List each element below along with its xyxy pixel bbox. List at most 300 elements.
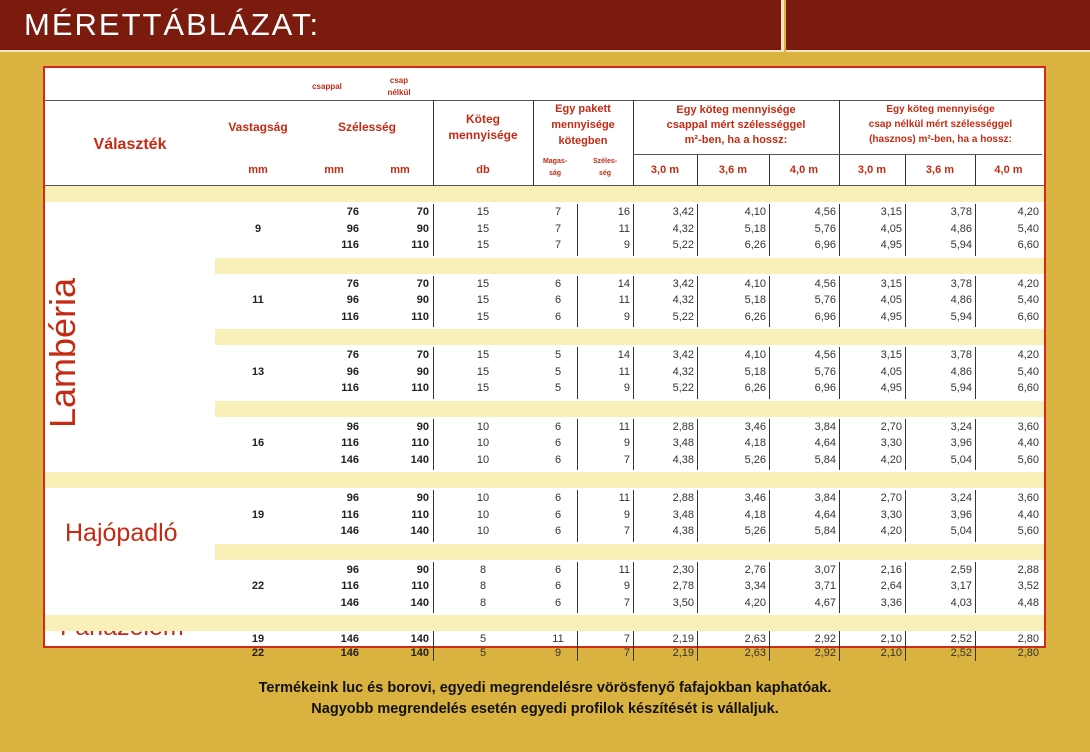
header-length-2: 3,6 m <box>718 164 748 176</box>
cell-divider <box>633 419 634 471</box>
cell-area-value: 6,96 <box>814 310 836 323</box>
cell-area-value: 4,20 <box>1017 277 1039 290</box>
cell-area-value: 3,48 <box>672 508 694 521</box>
cell-divider <box>697 347 698 399</box>
cell-bundle-qty: 10 <box>476 492 490 504</box>
cell-divider <box>697 490 698 542</box>
header-top-line <box>45 100 1044 101</box>
cell-area-value: 6,26 <box>744 310 766 323</box>
cell-bundle-qty: 15 <box>476 310 490 323</box>
header-szelesseg: Szélesség <box>337 120 397 134</box>
length-divider-1 <box>769 154 770 186</box>
cell-area-value: 3,96 <box>950 437 972 449</box>
cell-area-value: 3,60 <box>1017 492 1039 504</box>
separator-band-1 <box>215 258 1044 274</box>
cell-width-with-tongue: 116 <box>341 437 359 449</box>
cell-area-value: 3,96 <box>950 508 972 521</box>
cell-width-with-tongue: 76 <box>346 349 359 361</box>
cell-area-value: 2,52 <box>950 633 972 645</box>
cell-area-value: 5,26 <box>744 453 766 466</box>
header-csap-nelkul-1: csap <box>389 76 409 85</box>
cell-pack-width: 7 <box>623 633 630 645</box>
cell-pack-width: 7 <box>623 525 630 537</box>
header-csappal: csappal <box>312 82 342 91</box>
cell-width-with-tongue: 96 <box>346 492 359 504</box>
cell-divider <box>433 276 434 328</box>
cell-divider <box>697 562 698 614</box>
cell-area-value: 2,88 <box>1017 563 1039 576</box>
cell-area-value: 2,19 <box>672 633 694 645</box>
cell-area-value: 3,24 <box>950 420 972 433</box>
cell-area-value: 4,32 <box>672 222 694 235</box>
header-valasztek: Választék <box>93 136 167 153</box>
cell-width-with-tongue: 116 <box>341 239 359 251</box>
cell-bundle-qty: 10 <box>476 525 490 537</box>
cell-pack-height: 6 <box>554 294 562 306</box>
cell-area-value: 4,10 <box>744 349 766 361</box>
cell-area-value: 5,40 <box>1017 365 1039 378</box>
cell-thickness: 22 <box>251 580 265 592</box>
header-length-3: 4,0 m <box>789 164 819 176</box>
cell-area-value: 5,60 <box>1017 453 1039 466</box>
cell-area-value: 2,52 <box>950 647 972 659</box>
header-length-6: 4,0 m <box>994 164 1023 176</box>
cell-pack-height: 6 <box>554 525 562 537</box>
cell-area-value: 2,88 <box>672 492 694 504</box>
cell-area-value: 2,78 <box>672 580 694 592</box>
cell-area-value: 2,63 <box>744 647 766 659</box>
separator-band-2 <box>215 329 1044 345</box>
cell-area-value: 2,19 <box>672 647 694 659</box>
cell-area-value: 3,52 <box>1017 580 1039 592</box>
cell-divider <box>577 419 578 471</box>
cell-bundle-qty: 15 <box>476 294 490 306</box>
cell-pack-height: 6 <box>554 596 562 609</box>
cell-area-value: 4,10 <box>744 277 766 290</box>
cell-area-value: 4,48 <box>1017 596 1039 609</box>
cell-area-value: 3,30 <box>880 508 902 521</box>
cell-area-value: 5,94 <box>950 382 972 394</box>
cell-area-value: 3,78 <box>950 206 972 218</box>
cell-pack-height: 7 <box>554 206 562 218</box>
cell-area-value: 4,18 <box>744 437 766 449</box>
cell-area-value: 2,76 <box>744 563 766 576</box>
cell-area-value: 5,76 <box>814 365 836 378</box>
cell-pack-height: 7 <box>554 239 562 251</box>
cell-divider <box>633 490 634 542</box>
cell-width-with-tongue: 96 <box>346 365 359 378</box>
cell-divider <box>839 347 840 399</box>
header-paket-3: kötegben <box>558 135 608 147</box>
cell-divider <box>975 276 976 328</box>
cell-pack-width: 14 <box>617 349 630 361</box>
cell-width-with-tongue: 116 <box>341 382 359 394</box>
cell-divider <box>697 631 698 661</box>
cell-pack-width: 11 <box>618 222 630 235</box>
size-table <box>42 66 1046 659</box>
cell-area-value: 3,46 <box>744 420 766 433</box>
cell-width-without-tongue: 90 <box>416 563 429 576</box>
cell-pack-width: 11 <box>618 563 630 576</box>
cell-divider <box>433 347 434 399</box>
cell-area-value: 2,92 <box>814 633 836 645</box>
cell-width-without-tongue: 110 <box>411 437 429 449</box>
cell-area-value: 6,26 <box>744 239 766 251</box>
cell-bundle-qty: 10 <box>476 437 490 449</box>
cell-area-value: 5,04 <box>950 453 972 466</box>
cell-divider <box>433 631 434 661</box>
cell-area-value: 5,22 <box>672 382 694 394</box>
group-separator-hajopadlo <box>45 472 215 488</box>
header-divider-3 <box>839 100 840 186</box>
cell-area-value: 4,56 <box>814 277 836 290</box>
cell-area-value: 3,84 <box>814 420 836 433</box>
cell-area-value: 3,07 <box>814 563 836 576</box>
cell-width-with-tongue: 146 <box>340 453 359 466</box>
header-csap-nelkul-2: nélkül <box>387 88 411 97</box>
cell-area-value: 5,26 <box>744 525 766 537</box>
cell-area-value: 2,70 <box>880 492 902 504</box>
cell-area-value: 4,38 <box>672 525 694 537</box>
cell-pack-height: 6 <box>554 310 562 323</box>
cell-area-value: 4,32 <box>672 365 694 378</box>
cell-divider <box>905 490 906 542</box>
cell-area-value: 5,22 <box>672 239 694 251</box>
length-header-line-1 <box>633 154 839 155</box>
header-nelkul-group-1: Egy köteg mennyisége <box>886 104 995 115</box>
cell-divider <box>839 419 840 471</box>
cell-divider <box>633 631 634 661</box>
cell-area-value: 6,26 <box>744 382 766 394</box>
header-divider-0 <box>433 100 434 186</box>
cell-width-without-tongue: 140 <box>410 525 429 537</box>
cell-width-without-tongue: 110 <box>411 508 429 521</box>
cell-area-value: 4,03 <box>950 596 972 609</box>
cell-area-value: 4,86 <box>950 222 972 235</box>
cell-area-value: 6,60 <box>1017 382 1039 394</box>
cell-pack-height: 6 <box>554 437 562 449</box>
cell-pack-height: 6 <box>554 420 562 433</box>
cell-divider <box>577 562 578 614</box>
cell-bundle-qty: 5 <box>479 647 487 659</box>
header-paket-1: Egy pakett <box>555 103 611 115</box>
cell-divider <box>697 204 698 256</box>
cell-divider <box>839 490 840 542</box>
cell-pack-width: 9 <box>623 310 630 323</box>
cell-width-with-tongue: 76 <box>346 206 359 218</box>
cell-width-without-tongue: 90 <box>416 365 429 378</box>
cell-bundle-qty: 15 <box>476 277 490 290</box>
separator-band-5 <box>215 544 1044 560</box>
cell-area-value: 4,32 <box>672 294 694 306</box>
cell-thickness: 22 <box>251 647 265 659</box>
cell-width-with-tongue: 116 <box>341 310 359 323</box>
cell-width-without-tongue: 110 <box>411 382 429 394</box>
cell-thickness: 9 <box>254 222 262 235</box>
cell-pack-width: 7 <box>623 647 630 659</box>
cell-divider <box>577 204 578 256</box>
cell-area-value: 2,63 <box>744 633 766 645</box>
cell-divider <box>577 631 578 661</box>
cell-divider <box>433 490 434 542</box>
header-magassag-2: ság <box>548 170 562 177</box>
cell-divider <box>697 419 698 471</box>
cell-area-value: 3,48 <box>672 437 694 449</box>
cell-width-with-tongue: 96 <box>346 563 359 576</box>
cell-width-with-tongue: 146 <box>340 525 359 537</box>
cell-pack-width: 11 <box>618 294 630 306</box>
cell-area-value: 5,84 <box>814 525 836 537</box>
cell-thickness: 19 <box>251 508 265 521</box>
cell-pack-height: 6 <box>554 563 562 576</box>
cell-area-value: 4,86 <box>950 294 972 306</box>
cell-area-value: 3,24 <box>950 492 972 504</box>
header-koteg-2: mennyisége <box>448 128 518 142</box>
cell-divider <box>975 347 976 399</box>
cell-divider <box>433 204 434 256</box>
footer-line-1: Termékeink luc és borovi, egyedi megrendelésre vörösfenyő fafajokban kaphatóak. <box>258 680 832 696</box>
cell-width-with-tongue: 116 <box>341 580 359 592</box>
cell-divider <box>577 347 578 399</box>
cell-bundle-qty: 15 <box>476 349 490 361</box>
footer-note <box>0 678 1090 720</box>
cell-area-value: 2,64 <box>880 580 902 592</box>
cell-divider <box>633 562 634 614</box>
cell-area-value: 5,04 <box>950 525 972 537</box>
cell-divider <box>769 204 770 256</box>
cell-pack-width: 9 <box>623 239 630 251</box>
cell-pack-height: 5 <box>554 349 562 361</box>
cell-divider <box>975 419 976 471</box>
separator-band-3 <box>215 401 1044 417</box>
header-divider-1 <box>533 100 534 186</box>
cell-divider <box>839 276 840 328</box>
cell-area-value: 6,96 <box>814 382 836 394</box>
cell-width-with-tongue: 146 <box>340 596 359 609</box>
cell-divider <box>633 204 634 256</box>
cell-divider <box>769 631 770 661</box>
cell-thickness: 11 <box>252 294 264 306</box>
cell-divider <box>905 631 906 661</box>
cell-area-value: 3,42 <box>672 277 694 290</box>
cell-area-value: 3,60 <box>1017 420 1039 433</box>
cell-area-value: 3,15 <box>880 277 902 290</box>
cell-pack-height: 6 <box>554 277 562 290</box>
cell-bundle-qty: 10 <box>476 508 490 521</box>
cell-area-value: 3,71 <box>814 580 836 592</box>
header-szelesseg-1: Széles- <box>592 158 618 165</box>
cell-divider <box>905 347 906 399</box>
cell-thickness: 13 <box>251 365 265 378</box>
cell-pack-height: 6 <box>554 580 562 592</box>
length-divider-2 <box>905 154 906 186</box>
header-length-4: 3,0 m <box>857 164 887 176</box>
header-length-1: 3,0 m <box>650 164 680 176</box>
cell-bundle-qty: 8 <box>479 563 487 576</box>
cell-area-value: 3,17 <box>950 580 972 592</box>
cell-area-value: 4,86 <box>950 365 972 378</box>
cell-area-value: 5,22 <box>672 310 694 323</box>
cell-area-value: 4,95 <box>880 310 902 323</box>
cell-area-value: 3,30 <box>880 437 902 449</box>
cell-width-without-tongue: 90 <box>416 420 429 433</box>
title-box <box>0 0 784 52</box>
cell-width-without-tongue: 140 <box>410 453 429 466</box>
cell-area-value: 3,84 <box>814 492 836 504</box>
header-length-5: 3,6 m <box>925 164 955 176</box>
cell-area-value: 5,76 <box>814 222 836 235</box>
cell-area-value: 3,15 <box>880 349 902 361</box>
cell-divider <box>975 631 976 661</box>
cell-area-value: 4,95 <box>880 382 902 394</box>
header-csappal-group-2: csappal mért szélességgel <box>666 119 806 131</box>
cell-divider <box>905 419 906 471</box>
header-magassag-1: Magas- <box>542 158 568 165</box>
cell-divider <box>769 490 770 542</box>
cell-area-value: 4,38 <box>672 453 694 466</box>
cell-area-value: 2,70 <box>880 420 902 433</box>
cell-divider <box>433 562 434 614</box>
cell-bundle-qty: 10 <box>476 420 490 433</box>
cell-area-value: 5,84 <box>814 453 836 466</box>
cell-area-value: 3,78 <box>950 277 972 290</box>
cell-pack-width: 16 <box>617 206 630 218</box>
cell-area-value: 4,56 <box>814 349 836 361</box>
cell-divider <box>905 204 906 256</box>
cell-area-value: 4,40 <box>1017 508 1039 521</box>
cell-area-value: 2,80 <box>1017 633 1039 645</box>
unit-db: db <box>476 164 490 176</box>
cell-divider <box>697 276 698 328</box>
header-paket-2: mennyisége <box>551 119 615 131</box>
cell-pack-height: 5 <box>554 365 562 378</box>
cell-area-value: 2,92 <box>814 647 836 659</box>
header-divider-2 <box>633 100 634 186</box>
cell-width-with-tongue: 116 <box>341 508 359 521</box>
cell-divider <box>905 562 906 614</box>
cell-thickness: 19 <box>251 633 265 645</box>
group-label-hajopadlo: Hajópadló <box>65 519 178 547</box>
cell-area-value: 4,40 <box>1017 437 1039 449</box>
cell-pack-width: 14 <box>617 277 630 290</box>
cell-area-value: 4,05 <box>880 294 902 306</box>
cell-thickness: 16 <box>251 437 265 449</box>
cell-pack-height: 11 <box>552 633 564 645</box>
cell-bundle-qty: 10 <box>476 453 490 466</box>
cell-divider <box>839 631 840 661</box>
cell-width-with-tongue: 96 <box>346 420 359 433</box>
cell-divider <box>769 562 770 614</box>
cell-width-with-tongue: 96 <box>346 294 359 306</box>
group-label-lamberia: Lambéria <box>42 277 83 428</box>
cell-pack-width: 11 <box>618 365 630 378</box>
header-csappal-group-3: m²-ben, ha a hossz: <box>684 134 788 146</box>
header-nelkul-group-3: (hasznos) m²-ben, ha a hossz: <box>869 134 1012 145</box>
cell-area-value: 4,10 <box>744 206 766 218</box>
cell-width-without-tongue: 110 <box>411 580 429 592</box>
cell-area-value: 4,05 <box>880 365 902 378</box>
cell-area-value: 6,60 <box>1017 239 1039 251</box>
page-title: MÉRETTÁBLÁZAT: <box>24 7 321 42</box>
length-divider-0 <box>697 154 698 186</box>
cell-area-value: 2,59 <box>950 563 972 576</box>
cell-area-value: 4,20 <box>880 525 902 537</box>
cell-area-value: 3,42 <box>672 206 694 218</box>
cell-area-value: 5,94 <box>950 310 972 323</box>
cell-area-value: 4,64 <box>814 508 836 521</box>
cell-pack-width: 9 <box>623 508 630 521</box>
unit-mm-szelesseg-2: mm <box>390 164 410 176</box>
cell-divider <box>577 490 578 542</box>
cell-area-value: 6,60 <box>1017 310 1039 323</box>
cell-area-value: 3,15 <box>880 206 902 218</box>
header-nelkul-group-2: csap nélkül mért szélességgel <box>868 119 1013 130</box>
header-koteg-1: Köteg <box>466 112 500 126</box>
cell-area-value: 2,16 <box>880 563 902 576</box>
cell-pack-height: 7 <box>554 222 562 235</box>
cell-width-without-tongue: 90 <box>416 222 429 235</box>
cell-width-with-tongue: 96 <box>346 222 359 235</box>
cell-area-value: 3,34 <box>744 580 766 592</box>
cell-bundle-qty: 15 <box>476 382 490 394</box>
cell-width-without-tongue: 90 <box>416 492 429 504</box>
cell-pack-width: 7 <box>623 453 630 466</box>
header-szelesseg-2: ség <box>598 170 612 177</box>
cell-width-without-tongue: 140 <box>410 633 429 645</box>
cell-bundle-qty: 15 <box>476 206 490 218</box>
cell-pack-height: 6 <box>554 492 562 504</box>
cell-divider <box>577 276 578 328</box>
cell-bundle-qty: 15 <box>476 222 490 235</box>
cell-pack-height: 6 <box>554 508 562 521</box>
cell-area-value: 5,18 <box>744 222 766 235</box>
cell-pack-width: 11 <box>618 420 630 433</box>
cell-divider <box>633 276 634 328</box>
separator-band-fahazelem <box>45 615 1044 631</box>
cell-area-value: 4,18 <box>744 508 766 521</box>
cell-area-value: 5,18 <box>744 365 766 378</box>
cell-area-value: 4,67 <box>814 596 836 609</box>
cell-divider <box>839 562 840 614</box>
cell-area-value: 3,36 <box>880 596 902 609</box>
cell-area-value: 3,50 <box>672 596 694 609</box>
cell-bundle-qty: 8 <box>479 580 487 592</box>
header-vastagsag: Vastagság <box>228 120 288 134</box>
cell-width-with-tongue: 146 <box>340 647 359 659</box>
cell-width-without-tongue: 70 <box>416 349 429 361</box>
cell-area-value: 3,46 <box>744 492 766 504</box>
cell-pack-width: 9 <box>623 382 630 394</box>
cell-divider <box>769 419 770 471</box>
cell-pack-width: 7 <box>623 596 630 609</box>
cell-width-with-tongue: 76 <box>346 277 359 290</box>
cell-area-value: 6,96 <box>814 239 836 251</box>
cell-area-value: 4,95 <box>880 239 902 251</box>
cell-area-value: 4,64 <box>814 437 836 449</box>
cell-area-value: 4,20 <box>1017 349 1039 361</box>
cell-area-value: 4,05 <box>880 222 902 235</box>
cell-divider <box>975 490 976 542</box>
cell-area-value: 4,20 <box>1017 206 1039 218</box>
footer-line-2: Nagyobb megrendelés esetén egyedi profilok készítését is vállaljuk. <box>311 701 779 717</box>
cell-area-value: 2,10 <box>880 647 902 659</box>
cell-divider <box>975 204 976 256</box>
cell-divider <box>633 347 634 399</box>
cell-width-without-tongue: 110 <box>411 239 429 251</box>
cell-width-without-tongue: 140 <box>410 647 429 659</box>
cell-divider <box>975 562 976 614</box>
unit-mm-szelesseg-1: mm <box>324 164 344 176</box>
